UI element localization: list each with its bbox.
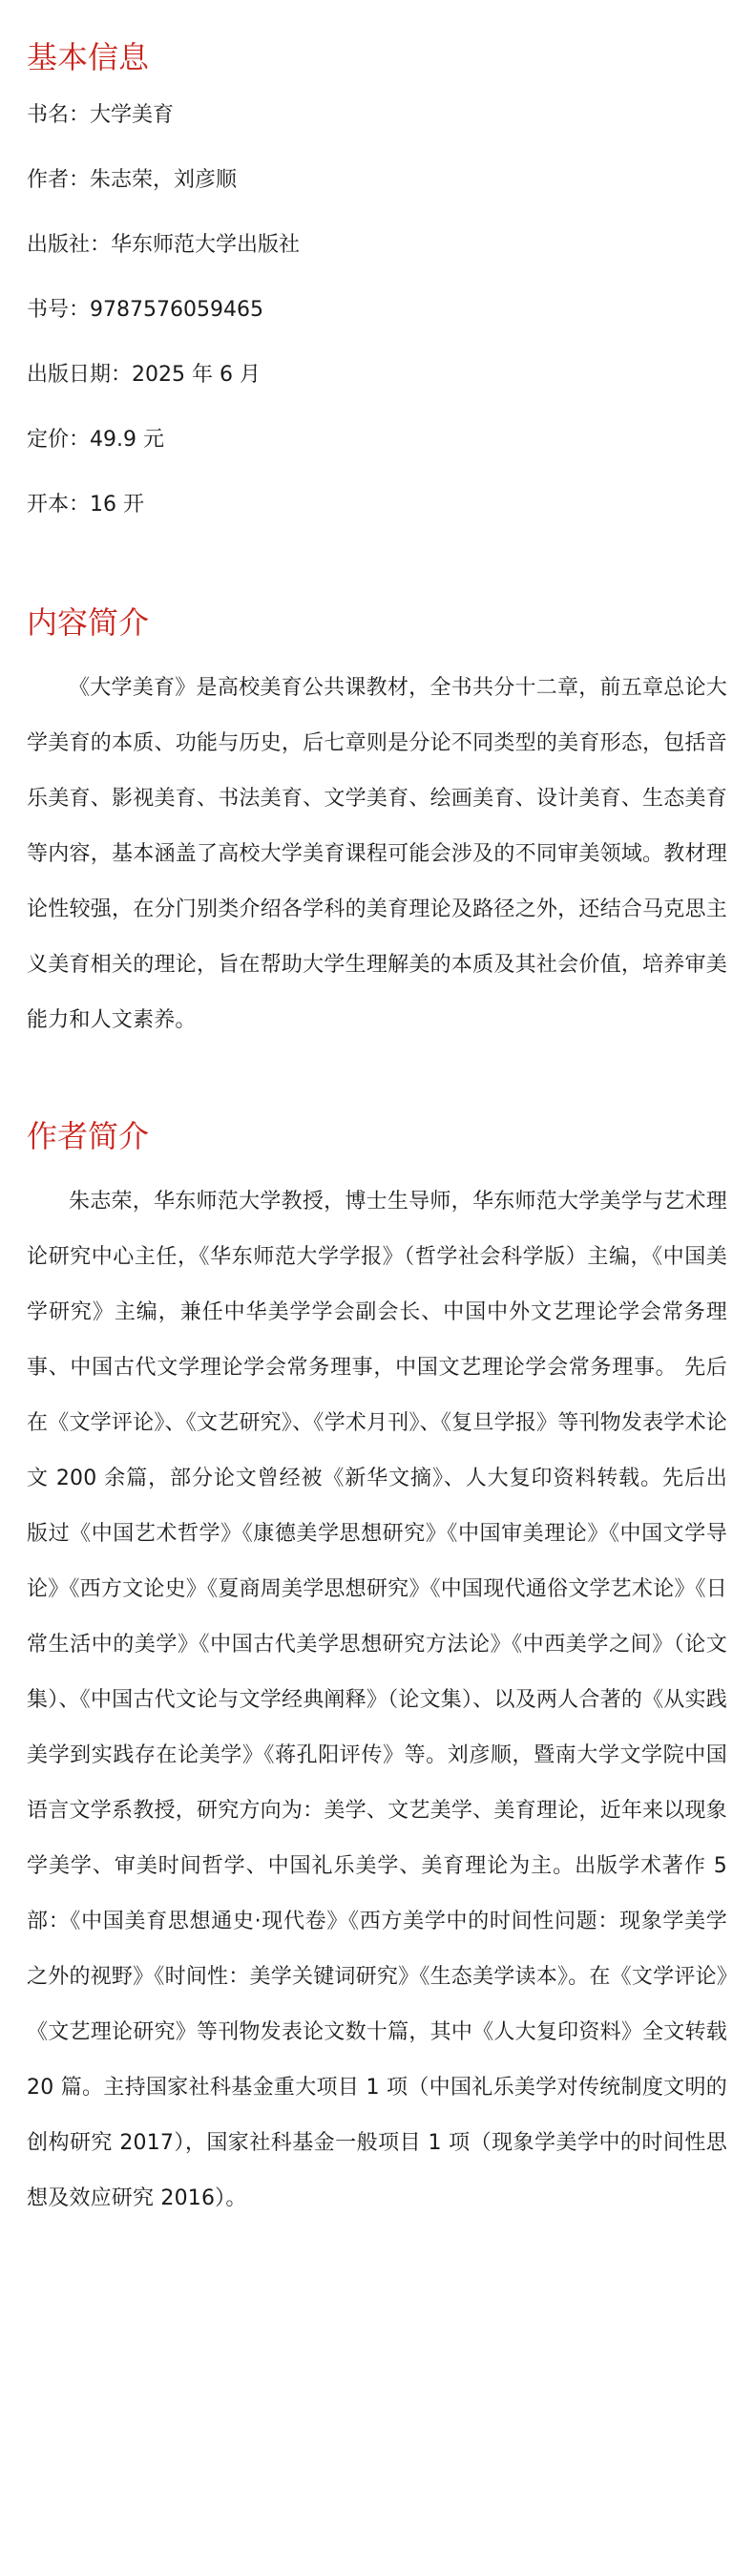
info-row-publisher: [27, 229, 727, 262]
info-label: 开本 ：: [27, 493, 90, 517]
info-value: 华东师范大学出版社: [111, 233, 301, 257]
info-label: 出版社 ：: [27, 233, 111, 257]
author-paragraph: 朱志荣，华东师范大学教授，博士生导师，华东师范大学美学与艺术理论研究中心主任，《华东师范大学学报》（哲学社会科学版）主编，《中国美学研究》主编，兼任中华美学学会副会长、中国中外文艺理论学会常务理事、中国古代文学理论学会常务理事，中国文艺理论学会常务理事。 先后在《文学评论》、《文艺研究》、《学术月刊》、《复旦学报》等刊物发表学术论文 200 余篇，部分论文曾经被《新华文摘》、人大复印资料转载。先后出版过《中国艺术哲学》《康德美学思想研究》《中国审美理论》《中国文学导论》《西方文论史》《夏商周美学思想研究》《中国现代通俗文学艺术论》《日常生活中的美学》《中国古代美学思想研究方法论》《中西美学之间》（论文集）、《中国古代文论与文学经典阐释》（论文集）、以及两人合著的《从实践美学到实践存在论美学》《蒋孔阳评传》等。刘彦顺，暨南大学文学院中国语言文学系教授，研究方向为：美学、文艺美学、美育理论，近年来以现象学美学、审美时间哲学、中国礼乐美学、美育理论为主。出版学术著作 5 部：《中国美育思想通史·现代卷》《西方美学中的时间性问题：现象学美学之外的视野》《时间性：美学关键词研究》《生态美学读本》。在《文学评论》《文艺理论研究》等刊物发表论文数十篇，其中《人大复印资料》全文转载 20 篇。主持国家社科基金重大项目 1 项（中国礼乐美学对传统制度文明的创构研究 2017），国家社科基金一般项目 1 项（现象学美学中的时间性思想及效应研究 2016）。: [27, 1190, 727, 2210]
info-row-price: [27, 424, 727, 456]
info-label: 作者 ：: [27, 168, 90, 192]
info-label: 出版日期 ：: [27, 363, 132, 387]
info-value: 49.9 元: [90, 428, 165, 452]
info-value: 朱志荣，刘彦顺: [90, 168, 238, 192]
info-label: 书名 ：: [27, 103, 90, 127]
info-label: 书号 ：: [27, 298, 90, 322]
info-row-date: [27, 359, 727, 391]
intro-paragraph: 《大学美育》是高校美育公共课教材，全书共分十二章，前五章总论大学美育的本质、功能与历史，后七章则是分论不同类型的美育形态，包括音乐美育、影视美育、书法美育、文学美育、绘画美育、设计美育、生态美育等内容，基本涵盖了高校大学美育课程可能会涉及的不同审美领域。教材理论性较强，在分门别类介绍各学科的美育理论及路径之外，还结合马克思主义美育相关的理论，旨在帮助大学生理解美的本质及其社会价值，培养审美能力和人文素养。: [27, 676, 727, 1032]
section-title-intro: 内容简介: [27, 604, 150, 641]
section-title-author: 作者简介: [27, 1118, 150, 1154]
basic-info-list: [27, 99, 727, 521]
info-value: 大学美育: [90, 103, 175, 127]
info-value: 2025 年 6 月: [132, 363, 261, 387]
info-value: 16 开: [90, 493, 145, 517]
info-value: 9787576059465: [90, 298, 263, 322]
info-label: 定价 ：: [27, 428, 90, 452]
info-row-isbn: [27, 294, 727, 327]
section-title-basic-info: 基本信息: [27, 39, 150, 75]
info-row-format: [27, 489, 727, 521]
info-row-title: [27, 99, 727, 132]
info-row-author: [27, 164, 727, 197]
